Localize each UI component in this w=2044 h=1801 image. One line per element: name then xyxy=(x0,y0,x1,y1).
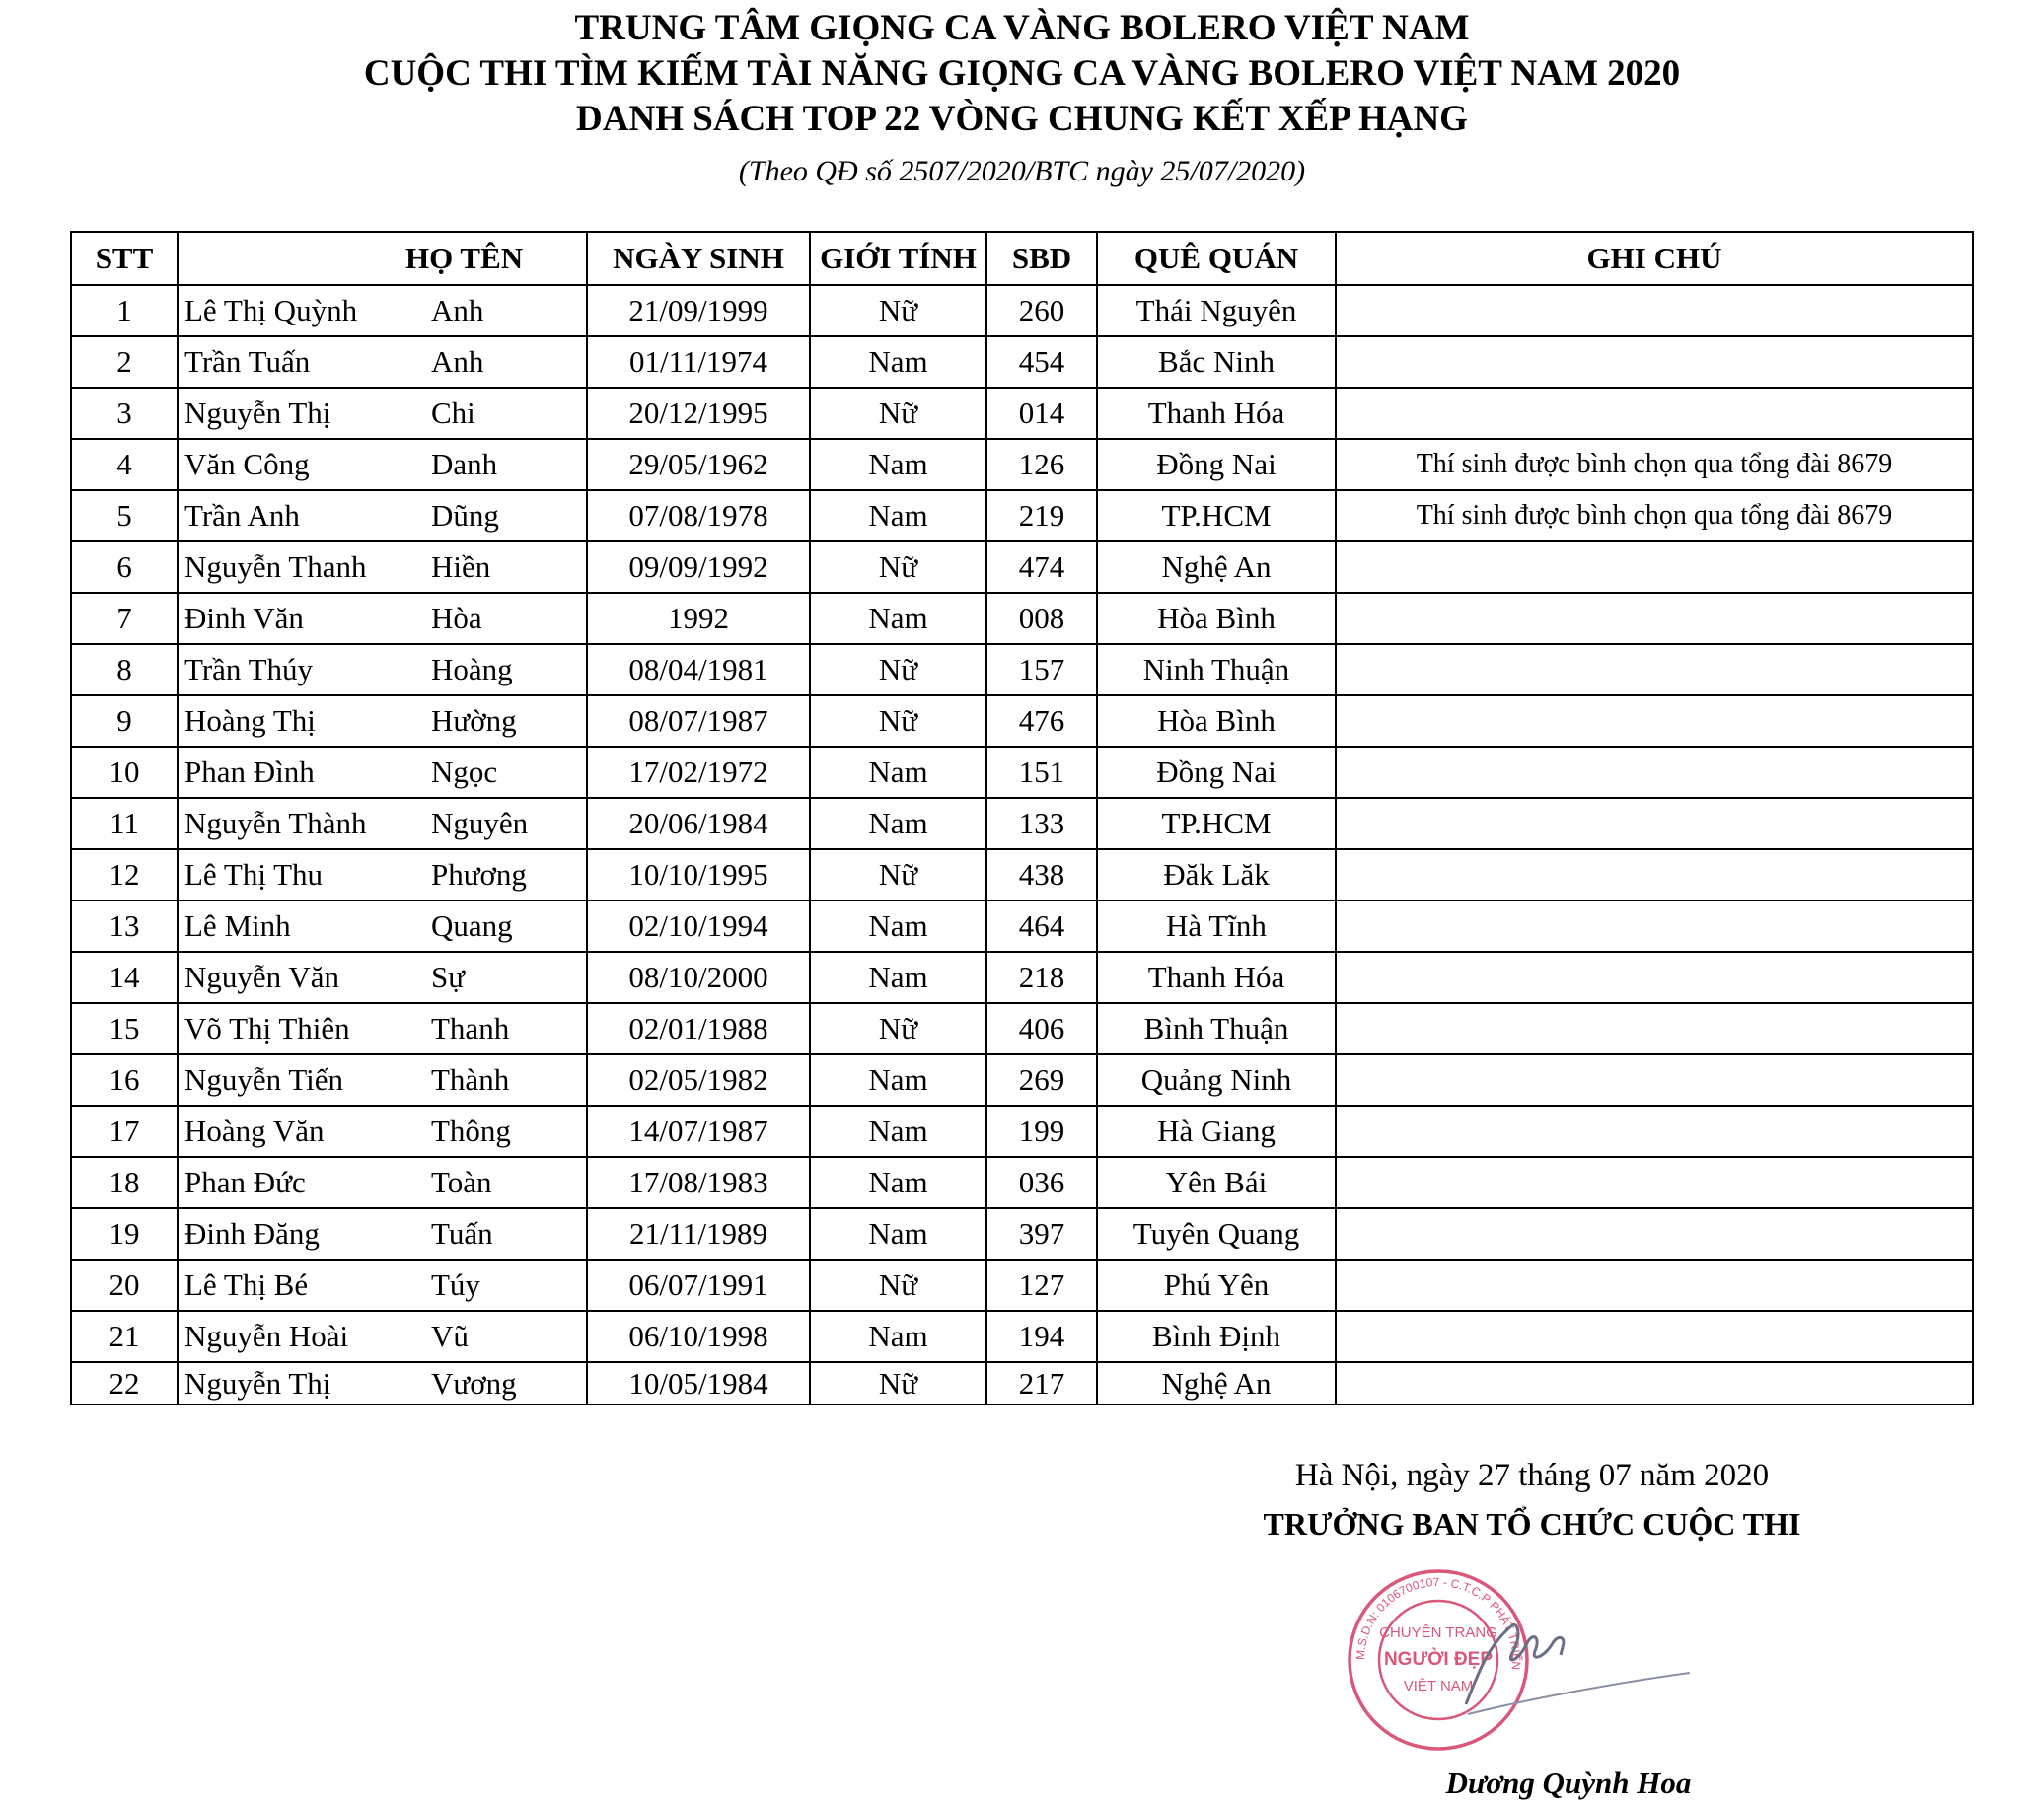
first-name: Hoàng xyxy=(431,652,513,686)
table-row xyxy=(71,798,1973,849)
cell-sbd: 126 xyxy=(986,439,1097,490)
first-name: Anh xyxy=(431,344,484,379)
last-middle-name: Lê Thị Thu xyxy=(184,857,324,892)
first-name: Vương xyxy=(431,1365,517,1401)
cell-gender: Nam xyxy=(810,952,986,1003)
col-header-stt: STT xyxy=(71,232,178,285)
first-name: Vũ xyxy=(431,1319,469,1353)
cell-note xyxy=(1336,952,1973,1003)
cell-stt: 5 xyxy=(71,490,178,541)
cell-hometown: Nghệ An xyxy=(1097,1362,1336,1405)
last-middle-name: Trần Tuấn xyxy=(184,344,311,379)
cell-hometown: Bình Thuận xyxy=(1097,1003,1336,1054)
cell-gender: Nam xyxy=(810,490,986,541)
cell-dob: 20/06/1984 xyxy=(587,798,810,849)
cell-full-name xyxy=(178,849,587,900)
cell-hometown: Đồng Nai xyxy=(1097,439,1336,490)
cell-note xyxy=(1336,1311,1973,1362)
cell-sbd: 151 xyxy=(986,747,1097,798)
last-middle-name: Hoàng Văn xyxy=(184,1114,325,1148)
cell-stt: 21 xyxy=(71,1311,178,1362)
cell-hometown: Ninh Thuận xyxy=(1097,644,1336,695)
cell-full-name xyxy=(178,593,587,644)
table-row xyxy=(71,747,1973,798)
cell-note xyxy=(1336,1157,1973,1208)
cell-note xyxy=(1336,1362,1973,1405)
contestant-table xyxy=(70,231,1974,1405)
cell-stt: 12 xyxy=(71,849,178,900)
col-header-name: HỌ TÊN xyxy=(178,232,587,285)
cell-sbd: 008 xyxy=(986,593,1097,644)
table-row xyxy=(71,952,1973,1003)
cell-stt: 20 xyxy=(71,1260,178,1311)
cell-sbd: 199 xyxy=(986,1106,1097,1157)
last-middle-name: Phan Đình xyxy=(184,755,315,789)
place-date: Hà Nội, ngày 27 tháng 07 năm 2020 xyxy=(1294,1458,1770,1493)
cell-hometown: Hà Giang xyxy=(1097,1106,1336,1157)
table-row xyxy=(71,388,1973,439)
stamp-line-3: VIỆT NAM xyxy=(1403,1678,1474,1694)
cell-sbd: 269 xyxy=(986,1054,1097,1106)
first-name: Anh xyxy=(431,293,484,327)
cell-note xyxy=(1336,644,1973,695)
cell-stt: 6 xyxy=(71,541,178,593)
cell-hometown: TP.HCM xyxy=(1097,798,1336,849)
cell-dob: 1992 xyxy=(587,593,810,644)
cell-full-name xyxy=(178,1003,587,1054)
cell-sbd: 454 xyxy=(986,336,1097,388)
cell-gender: Nam xyxy=(810,1106,986,1157)
first-name: Hòa xyxy=(431,601,482,635)
cell-full-name xyxy=(178,1260,587,1311)
cell-dob: 10/05/1984 xyxy=(587,1362,810,1405)
cell-gender: Nữ xyxy=(810,1260,986,1311)
cell-full-name xyxy=(178,747,587,798)
last-middle-name: Nguyễn Văn xyxy=(184,960,339,994)
col-header-sbd: SBD xyxy=(986,232,1097,285)
cell-stt: 16 xyxy=(71,1054,178,1106)
cell-dob: 09/09/1992 xyxy=(587,541,810,593)
first-name: Thông xyxy=(431,1114,511,1148)
cell-hometown: Bắc Ninh xyxy=(1097,336,1336,388)
cell-dob: 02/01/1988 xyxy=(587,1003,810,1054)
org-title: TRUNG TÂM GIỌNG CA VÀNG BOLERO VIỆT NAM xyxy=(574,8,1470,48)
first-name: Thành xyxy=(431,1062,510,1097)
cell-note xyxy=(1336,1054,1973,1106)
cell-full-name xyxy=(178,1362,587,1405)
table-row xyxy=(71,695,1973,747)
cell-dob: 08/10/2000 xyxy=(587,952,810,1003)
cell-stt: 17 xyxy=(71,1106,178,1157)
cell-dob: 17/02/1972 xyxy=(587,747,810,798)
col-header-note: GHI CHÚ xyxy=(1336,232,1973,285)
last-middle-name: Lê Thị Quỳnh xyxy=(184,293,358,327)
cell-stt: 14 xyxy=(71,952,178,1003)
first-name: Nguyên xyxy=(431,806,529,840)
cell-full-name xyxy=(178,1157,587,1208)
signer-name: Dương Quỳnh Hoa xyxy=(1445,1765,1692,1800)
cell-dob: 07/08/1978 xyxy=(587,490,810,541)
cell-sbd: 014 xyxy=(986,388,1097,439)
cell-stt: 4 xyxy=(71,439,178,490)
table-row xyxy=(71,336,1973,388)
cell-dob: 21/11/1989 xyxy=(587,1208,810,1260)
cell-note: Thí sinh được bình chọn qua tổng đài 8679 xyxy=(1336,439,1973,490)
official-stamp-and-signature xyxy=(1320,1556,1715,1764)
cell-full-name xyxy=(178,285,587,336)
cell-full-name xyxy=(178,1208,587,1260)
cell-note xyxy=(1336,798,1973,849)
cell-hometown: Phú Yên xyxy=(1097,1260,1336,1311)
last-middle-name: Nguyễn Thị xyxy=(184,396,331,430)
last-middle-name: Văn Công xyxy=(184,447,310,481)
cell-stt: 10 xyxy=(71,747,178,798)
cell-gender: Nữ xyxy=(810,644,986,695)
first-name: Túy xyxy=(431,1267,480,1302)
cell-dob: 06/07/1991 xyxy=(587,1260,810,1311)
cell-dob: 08/07/1987 xyxy=(587,695,810,747)
signature-tail xyxy=(1468,1673,1690,1714)
last-middle-name: Phan Đức xyxy=(184,1165,306,1199)
table-row xyxy=(71,439,1973,490)
table-row xyxy=(71,644,1973,695)
last-middle-name: Nguyễn Hoài xyxy=(184,1319,349,1353)
last-middle-name: Đinh Đăng xyxy=(184,1216,320,1251)
cell-stt: 13 xyxy=(71,900,178,952)
cell-full-name xyxy=(178,798,587,849)
last-middle-name: Trần Thúy xyxy=(184,652,314,686)
table-row xyxy=(71,1260,1973,1311)
cell-note: Thí sinh được bình chọn qua tổng đài 8679 xyxy=(1336,490,1973,541)
cell-hometown: Thanh Hóa xyxy=(1097,388,1336,439)
cell-sbd: 127 xyxy=(986,1260,1097,1311)
cell-gender: Nam xyxy=(810,439,986,490)
stamp-line-2: NGƯỜI ĐẸP xyxy=(1383,1649,1494,1670)
last-middle-name: Nguyễn Thị xyxy=(184,1365,331,1401)
cell-gender: Nam xyxy=(810,336,986,388)
cell-sbd: 194 xyxy=(986,1311,1097,1362)
cell-stt: 9 xyxy=(71,695,178,747)
cell-sbd: 217 xyxy=(986,1362,1097,1405)
cell-gender: Nữ xyxy=(810,1362,986,1405)
list-title: DANH SÁCH TOP 22 VÒNG CHUNG KẾT XẾP HẠNG xyxy=(576,99,1468,139)
cell-gender: Nam xyxy=(810,593,986,644)
stamp-line-1: CHUYÊN TRANG xyxy=(1379,1624,1497,1641)
cell-note xyxy=(1336,1260,1973,1311)
cell-hometown: Thanh Hóa xyxy=(1097,952,1336,1003)
cell-stt: 18 xyxy=(71,1157,178,1208)
cell-full-name xyxy=(178,1054,587,1106)
cell-dob: 08/04/1981 xyxy=(587,644,810,695)
cell-gender: Nam xyxy=(810,1157,986,1208)
first-name: Hiền xyxy=(431,549,491,584)
cell-note xyxy=(1336,747,1973,798)
cell-dob: 20/12/1995 xyxy=(587,388,810,439)
cell-hometown: Hòa Bình xyxy=(1097,695,1336,747)
cell-dob: 29/05/1962 xyxy=(587,439,810,490)
col-header-gender: GIỚI TÍNH xyxy=(810,232,986,285)
table-row xyxy=(71,490,1973,541)
table-row xyxy=(71,900,1973,952)
last-middle-name: Đinh Văn xyxy=(184,601,304,635)
cell-gender: Nam xyxy=(810,1054,986,1106)
cell-full-name xyxy=(178,644,587,695)
cell-note xyxy=(1336,336,1973,388)
cell-sbd: 474 xyxy=(986,541,1097,593)
cell-full-name xyxy=(178,490,587,541)
cell-gender: Nam xyxy=(810,900,986,952)
cell-sbd: 036 xyxy=(986,1157,1097,1208)
cell-note xyxy=(1336,849,1973,900)
cell-full-name xyxy=(178,336,587,388)
cell-hometown: Đăk Lăk xyxy=(1097,849,1336,900)
stamp-ring-text: M.S.D.N: 0106700107 - C.T.C.P PHÁT TRIỂN xyxy=(1352,1574,1524,1671)
cell-hometown: TP.HCM xyxy=(1097,490,1336,541)
first-name: Dũng xyxy=(431,498,499,533)
cell-sbd: 260 xyxy=(986,285,1097,336)
cell-sbd: 219 xyxy=(986,490,1097,541)
cell-gender: Nữ xyxy=(810,285,986,336)
cell-full-name xyxy=(178,695,587,747)
cell-dob: 02/05/1982 xyxy=(587,1054,810,1106)
first-name: Chi xyxy=(431,396,475,430)
last-middle-name: Lê Thị Bé xyxy=(184,1267,309,1302)
first-name: Sự xyxy=(431,960,466,994)
signatory-title: TRƯỞNG BAN TỔ CHỨC CUỘC THI xyxy=(1263,1506,1801,1542)
cell-hometown: Bình Định xyxy=(1097,1311,1336,1362)
first-name: Toàn xyxy=(431,1165,492,1199)
cell-hometown: Hà Tĩnh xyxy=(1097,900,1336,952)
cell-gender: Nữ xyxy=(810,849,986,900)
cell-full-name xyxy=(178,1311,587,1362)
cell-hometown: Quảng Ninh xyxy=(1097,1054,1336,1106)
table-body xyxy=(71,285,1973,1405)
table-row xyxy=(71,1054,1973,1106)
cell-dob: 10/10/1995 xyxy=(587,849,810,900)
cell-full-name xyxy=(178,541,587,593)
table-row xyxy=(71,541,1973,593)
cell-note xyxy=(1336,593,1973,644)
cell-hometown: Nghệ An xyxy=(1097,541,1336,593)
last-middle-name: Lê Minh xyxy=(184,908,291,943)
cell-sbd: 133 xyxy=(986,798,1097,849)
cell-hometown: Thái Nguyên xyxy=(1097,285,1336,336)
cell-gender: Nam xyxy=(810,747,986,798)
table-row xyxy=(71,593,1973,644)
table-row xyxy=(71,1003,1973,1054)
contest-title: CUỘC THI TÌM KIẾM TÀI NĂNG GIỌNG CA VÀNG BOLERO VIỆT NAM 2020 xyxy=(363,53,1681,94)
first-name: Thanh xyxy=(431,1011,510,1045)
last-middle-name: Nguyễn Thanh xyxy=(184,549,367,584)
cell-hometown: Tuyên Quang xyxy=(1097,1208,1336,1260)
cell-dob: 21/09/1999 xyxy=(587,285,810,336)
cell-sbd: 406 xyxy=(986,1003,1097,1054)
cell-note xyxy=(1336,900,1973,952)
table-row xyxy=(71,1362,1973,1405)
first-name: Ngọc xyxy=(431,755,498,789)
cell-full-name xyxy=(178,388,587,439)
cell-note xyxy=(1336,695,1973,747)
cell-stt: 7 xyxy=(71,593,178,644)
cell-note xyxy=(1336,388,1973,439)
table-row xyxy=(71,1106,1973,1157)
cell-full-name xyxy=(178,1106,587,1157)
col-header-hometown: QUÊ QUÁN xyxy=(1097,232,1336,285)
cell-note xyxy=(1336,1106,1973,1157)
cell-stt: 11 xyxy=(71,798,178,849)
cell-sbd: 218 xyxy=(986,952,1097,1003)
first-name: Quang xyxy=(431,908,513,943)
cell-stt: 19 xyxy=(71,1208,178,1260)
cell-gender: Nam xyxy=(810,1311,986,1362)
cell-full-name xyxy=(178,952,587,1003)
col-header-dob: NGÀY SINH xyxy=(587,232,810,285)
cell-stt: 1 xyxy=(71,285,178,336)
first-name: Phương xyxy=(431,857,527,892)
cell-dob: 17/08/1983 xyxy=(587,1157,810,1208)
cell-hometown: Hòa Bình xyxy=(1097,593,1336,644)
cell-sbd: 464 xyxy=(986,900,1097,952)
last-middle-name: Trần Anh xyxy=(184,498,300,533)
table-row xyxy=(71,285,1973,336)
cell-sbd: 157 xyxy=(986,644,1097,695)
cell-note xyxy=(1336,541,1973,593)
cell-hometown: Yên Bái xyxy=(1097,1157,1336,1208)
first-name: Tuấn xyxy=(431,1216,493,1251)
cell-sbd: 397 xyxy=(986,1208,1097,1260)
last-middle-name: Hoàng Thị xyxy=(184,703,316,738)
cell-sbd: 438 xyxy=(986,849,1097,900)
cell-stt: 2 xyxy=(71,336,178,388)
table-header-row xyxy=(71,232,1973,285)
cell-dob: 01/11/1974 xyxy=(587,336,810,388)
cell-gender: Nữ xyxy=(810,388,986,439)
cell-stt: 22 xyxy=(71,1362,178,1405)
cell-note xyxy=(1336,1208,1973,1260)
cell-note xyxy=(1336,1003,1973,1054)
table-row xyxy=(71,849,1973,900)
last-middle-name: Võ Thị Thiên xyxy=(184,1011,350,1045)
cell-gender: Nữ xyxy=(810,541,986,593)
first-name: Danh xyxy=(431,447,498,481)
cell-sbd: 476 xyxy=(986,695,1097,747)
cell-gender: Nữ xyxy=(810,695,986,747)
cell-gender: Nam xyxy=(810,798,986,849)
table-row xyxy=(71,1157,1973,1208)
cell-full-name xyxy=(178,900,587,952)
cell-gender: Nam xyxy=(810,1208,986,1260)
decision-reference: (Theo QĐ số 2507/2020/BTC ngày 25/07/2020) xyxy=(738,155,1306,187)
cell-note xyxy=(1336,285,1973,336)
cell-gender: Nữ xyxy=(810,1003,986,1054)
cell-dob: 02/10/1994 xyxy=(587,900,810,952)
table-row xyxy=(71,1208,1973,1260)
cell-stt: 3 xyxy=(71,388,178,439)
cell-stt: 8 xyxy=(71,644,178,695)
last-middle-name: Nguyễn Thành xyxy=(184,806,367,840)
table-row xyxy=(71,1311,1973,1362)
cell-dob: 06/10/1998 xyxy=(587,1311,810,1362)
cell-dob: 14/07/1987 xyxy=(587,1106,810,1157)
last-middle-name: Nguyễn Tiến xyxy=(184,1062,344,1097)
cell-stt: 15 xyxy=(71,1003,178,1054)
first-name: Hường xyxy=(431,703,517,738)
cell-hometown: Đồng Nai xyxy=(1097,747,1336,798)
cell-full-name xyxy=(178,439,587,490)
